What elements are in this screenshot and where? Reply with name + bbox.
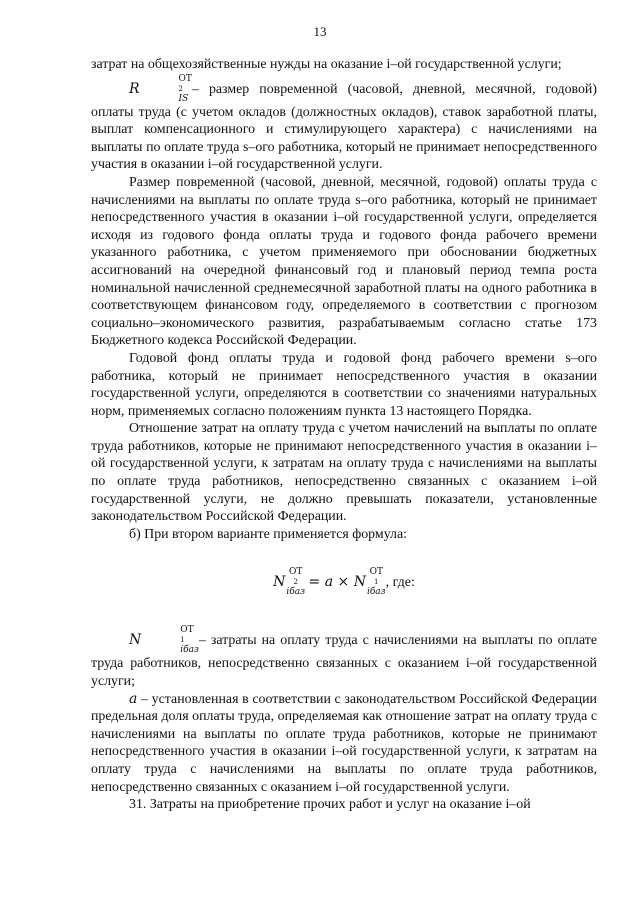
paragraph-second-variant: б) При втором варианте применяется формула:	[129, 526, 407, 542]
r-symbol: R ОТ 2 IS	[129, 73, 192, 104]
formula-lhs: N ОТ 2 iбаз	[273, 567, 306, 598]
formula-rhs: N ОТ 1 iбаз	[353, 567, 386, 598]
paragraph-n-definition	[91, 625, 597, 690]
paragraph-overhead-costs: затрат на общехозяйственные нужды на оказание i–ой государственной услуги;	[91, 57, 562, 72]
page-number: 13	[313, 24, 327, 39]
n-symbol: N ОТ 1 iбаз	[129, 625, 199, 656]
a-definition-text: – установленная в соответствии с законодательством Российской Федерации предельная доля оплаты труда, определяемая как отношение затрат на оплату труда с начислениями на выплаты по оплате труда работников, которые не принимают непосредственного участия в оказании i–ой государственной услуги, к затратам на оплату труда с начислениями на выплаты по оплате труда работников, непосредственно связанных с оказанием i–ой государственной услуги.	[91, 691, 597, 795]
paragraph-a-definition	[91, 691, 597, 797]
formula-suffix: , где:	[385, 575, 415, 591]
document-body	[91, 56, 597, 814]
paragraph-wage-size: Размер повременной (часовой, дневной, месячной, годовой) оплаты труда с начислениями на выплаты по оплате труда s–ого работника, который не принимает непосредственного участия в оказании i–ой государственной услуги, определяется исходя из годового фонда оплаты труда и годового фонда рабочего времени указанного работника, с учетом применяемого при обосновании бюджетных ассигнований на очередной финансовый год и плановый период темпа роста номинальной начисленной среднемесячной заработной платы на одного работника в соответствующем финансовом году, определяемого в соответствии с прогнозом социально–экономического развития, разрабатываемым согласно статье 173 Бюджетного кодекса Российской Федерации.	[91, 174, 597, 349]
paragraph-annual-fund: Годовой фонд оплаты труда и годовой фонд рабочего времени s–ого работника, который не принимает непосредственного участия в оказании государственной услуги, определяются в соответствии со значениями натуральных норм, применяемых согласно положениям пункта 13 настоящего Порядка.	[91, 350, 597, 419]
paragraph-ratio: Отношение затрат на оплату труда с учетом начислений на выплаты по оплате труда работников, которые не принимают непосредственного участия в оказании i–ой государственной услуги, к затратам на оплату труда с начислениями на выплаты по оплате труда работников, непосредственно связанных с оказанием i–ой государственной услуги, не должно превышать показатели, установленные законодательством Российской Федерации.	[91, 421, 597, 525]
formula-operator: = a ×	[308, 574, 354, 591]
r-definition-text: – размер повременной (часовой, дневной, месячной, годовой) оплаты труда (с учетом окладов (должностных окладов), ставок заработной платы, выплат компенсационного и стимулирующего характера) с начислениями на выплаты по оплате труда s–ого работника, который не принимает непосредственного участия в оказании i–ой государственной услуги.	[91, 81, 597, 173]
a-symbol: a	[129, 690, 138, 707]
paragraph-r-definition	[91, 74, 597, 174]
formula	[91, 567, 597, 597]
n-definition-text: – затраты на оплату труда с начислениями на выплаты по оплате труда работников, непосредственно связанных с оказанием i–ой государственной услуги;	[91, 633, 597, 690]
paragraph-item-31: 31. Затраты на приобретение прочих работ и услуг на оказание i–ой	[129, 797, 531, 813]
